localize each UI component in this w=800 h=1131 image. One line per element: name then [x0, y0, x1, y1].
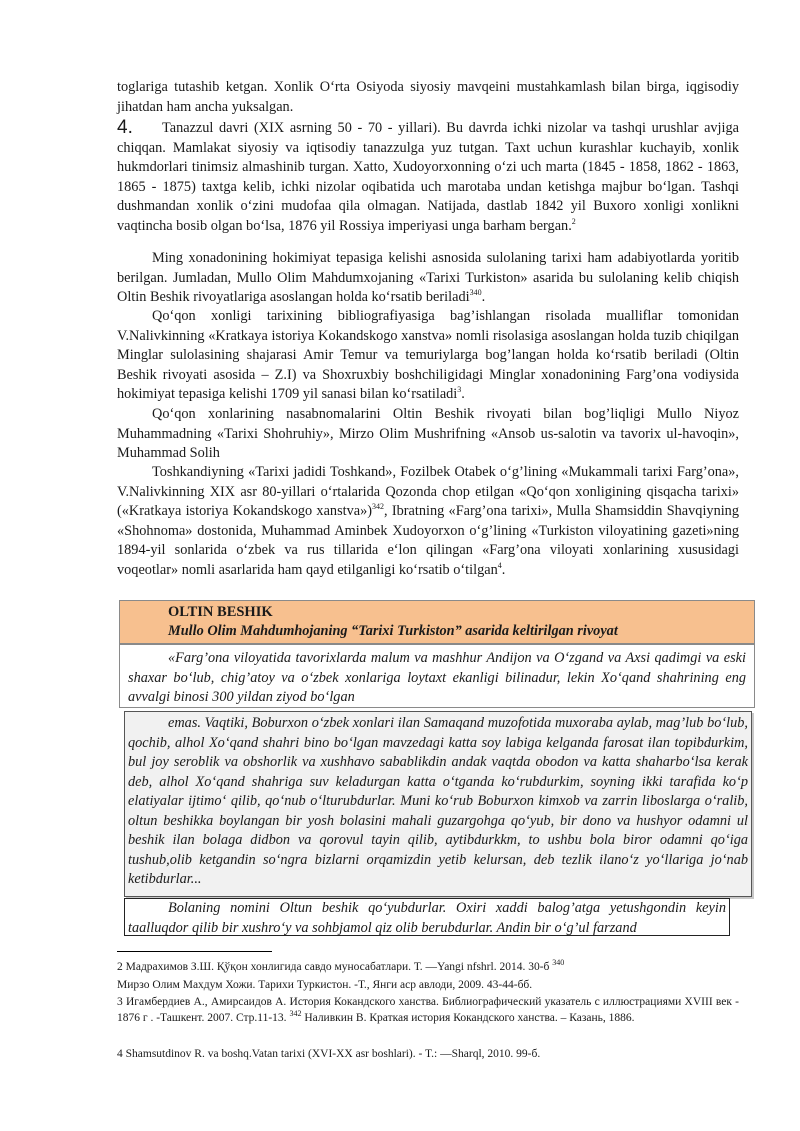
footnote-ref: 342 [372, 502, 385, 512]
paragraph-bibliography: Qo‘qon xonligi tarixining bibliografiyasiga bag’ishlangan risolada mualliflar tomonidan V.Nalivkinning «Kratkaya istoriya Kokandskogo xanstva» nomli risolasiga asoslangan holda tuzib chiqilgan Minglar sulolasining shajarasi Amir Temur va temuriylarga bog’langan holda ko‘rsatib beriladi (Oltin Beshik rivoyati asosida – Z.I) va Shoxruxbiy boshchiligidagi Minglar xonadonining Farg’ona vodiysida hokimiyat tepasiga kelishi 1709 yil sanasi bilan ko‘rsatiladi$^3$. [117, 308, 739, 402]
footnote-3: 3 Игамбердиев А., Амирсаидов А. История Кокандского ханства. Библиографический указатель с иллюстрациями XVIII век - 1876 г . -Ташкент. 2007. Стр.11-13. $^{342}$ Наливкин В. Краткая история Кокандского ханства. – Казань, 1886. [117, 996, 739, 1024]
box-subtitle: Mullo Olim Mahdumhojaning “Tarixi Turkiston” asarida keltirilgan rivoyat [168, 623, 618, 639]
quote-box-2 [124, 711, 752, 897]
quote-text-2: emas. Vaqtiki, Boburxon o‘zbek xonlari ilan Samaqand muzofotida muxoraba aylab, mag’lub bo‘lub, qochib, alhol Xo‘qand shahri bino bo‘lgan mavzedagi katta soy labiga kelganda farosat ilan topibdurkim, bul joy seroblik va obshorlik va xushhavo sabablikdin andak vaqtda obodon va katta shaharbo‘lsa kerak deb, alhol Xo‘qand shahriga suv keladurgan katta o‘tganda ko‘rubdurkim, soyning ikki tarafida ko‘p elatiyalar ijtimo‘ qilib, qo‘nub o‘lturubdurlar. Muni ko‘rub Boburxon kimxob va zarrin liboslarga o‘ralib, oltun beshikka boylangan bir yosh bolasini mahali guzargohga qo‘yub, bir dono va hushyor odamni ul beshik ilan bolaga didbon va qorovul tayin qilib, aytibdurkkm, to ushbu bola biror odamni qo‘iga tushub,olib ketgandin so‘ngra bizlarni orqamizdin yetib kelursan, deb tezlik ilano‘z yo‘llariga jo‘nab ketibdurlar... [128, 715, 748, 887]
paragraph-nasabnoma: Qo‘qon xonlarining nasabnomalarini Oltin Beshik rivoyati bilan bog’liqligi Mullo Niyoz Muhammadning «Tarixi Shohruhiy», Mirzo Olim Mushrifning «Ansob us-salotin va tavorix ul-havoqin», Muhammad Solih [117, 406, 739, 461]
quote-box-1 [119, 644, 755, 708]
paragraph-sources: Toshkandiyning «Tarixi jadidi Toshkand», Fozilbek Otabek o‘g’lining «Mukammali tarixi Farg’ona», V.Nalivkinning XIX asr 80-yillari o‘rtalarida Qozonda chop etilgan «Qo‘qon xonligining qisqacha tarixi» («Kratkaya istoriya Kokandskogo xanstva»)$^{342}$, Ibratning «Farg’ona tarixi», Mulla Shamsiddin Shavqiyning «Shohnoma» dostonida, Muhammad Aminbek Xudoyorxon o‘g’lining «Turkiston viloyatining gazeti»ning 1894-yil sonlarida o‘zbek va rus tillarida e‘lon qilingan «Farg’ona viloyati xonlarining xususidagi voqeotlar» nomli asarlarida ham qayd etilganligi ko‘rsatib o‘tilgan$^4$. [117, 464, 739, 578]
paragraph-tanazzul: Tanazzul davri (XIX asrning 50 - 70 - yillari). Bu davrda ichki nizolar va tashqi urushlar avjiga chiqqan. Mamlakat siyosiy va iqtisodiy tanazzulga yuz tutgan. Taxt uchun kurashlar kuchayib, xonlik hukmdorlari tinimsiz almashinib turgan. Xatto, Xudoyorxonning o‘zi uch marta (1845 - 1858, 1862 - 1863, 1865 - 1875) taxtga kelib, ichki nizolar oqibatida uch marotaba undan ketishga majbur bo‘lgan. Tashqi dushmandan xonlik o‘zini mudofaa qila olmagan. Natijada, dastlab 1842 yil Buxoro xonligi xonlikni vaqtincha bosib olgan bo‘lsa, 1876 yil Rossiya imperiyasi unga barham bergan.$^2$ [117, 120, 739, 234]
footnote-ref: 4 [497, 560, 502, 570]
section-number: 4. [117, 117, 133, 138]
footnote-divider [117, 951, 272, 952]
footnote-ref: 2 [571, 216, 576, 226]
quote-text-1: «Farg’ona viloyatida tavorixlarda malum va mashhur Andijon va O‘zgand va Axsi qadimgi va eski shaxar bo‘lub, chig’atoy va o‘zbek xonlariga loytaxt ekanligi bilinadur, lekin Xo‘qand shahrining eng avvalgi binosi 300 yildan ziyod bo‘lgan [128, 650, 746, 705]
footnote-2: 2 Мадрахимов З.Ш. Қўқон хонлигида савдо муносабатлари. Т. —Yangi nfshrl. 2014. 30-б $^{340}$ [117, 958, 565, 973]
box-header [119, 600, 755, 644]
footnote-ref: 340 [469, 288, 482, 298]
footnote-ref: 3 [457, 385, 462, 395]
footnote-4: 4 Shamsutdinov R. va boshq.Vatan tarixi (XVI-XX asr boshlari). - T.: —Sharql, 2010. 99-б. [117, 1048, 541, 1060]
box-title: OLTIN BESHIK [168, 604, 273, 620]
footnote-2b: Мирзо Олим Махдум Хожи. Тарихи Туркистон. -Т., Янги аср авлоди, 2009. 43-44-бб. [117, 979, 533, 991]
paragraph-continuation: toglariga tutashib ketgan. Xonlik O‘rta Osiyoda siyosiy mavqeini mustahkamlash bilan birga, iqgisodiy jihatdan ham ancha yuksalgan. [117, 79, 739, 115]
paragraph-ming: Ming xonadonining hokimiyat tepasiga kelishi asnosida sulolaning tarixi ham adabiyotlarda yoritib berilgan. Jumladan, Mullo Olim Mahdumxojaning «Tarixi Turkiston» asarida bu sulolaning kelib chiqish Oltin Beshik rivoyatlariga asoslangan holda ko‘rsatib beriladi$^{340}$. [117, 250, 739, 305]
quote-text-3: Bolaning nomini Oltun beshik qo‘yubdurlar. Oxiri xaddi balog’atga yetushgondin keyin taalluqdor qilib bir xushro‘y va sohbjamol qiz olib berubdurlar. Andin bir o‘g’ul farzand [128, 900, 726, 936]
quote-box-3 [124, 898, 730, 936]
